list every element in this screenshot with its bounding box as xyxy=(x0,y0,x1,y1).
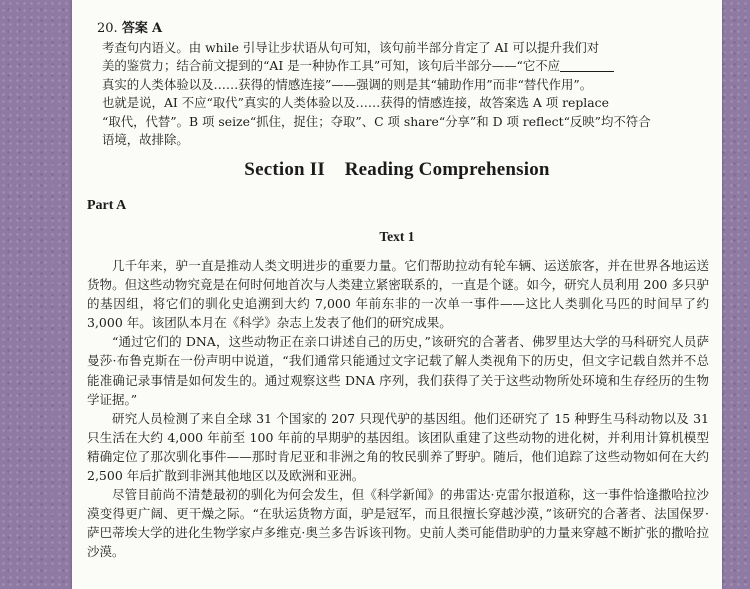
explanation-line: 语境，故排除。 xyxy=(102,132,189,148)
explanation-line xyxy=(102,57,712,75)
explanation-line: 也就是说，AI 不应“取代”真实的人类体验以及……获得的情感连接，故答案选 A 项 replace xyxy=(102,95,609,111)
answer-explanation xyxy=(102,39,712,149)
passage-paragraph: 尽管目前尚不清楚最初的驯化为何会发生，但《科学新闻》的弗雷达·克雷尔报道称，这一事件恰逢撒哈拉沙漠变得更广阔、更干燥之际。“在驮运货物方面，驴是冠军，而且很擅长穿越沙漠，”该研究的合著者、法国保罗·萨巴蒂埃大学的进化生物学家卢多维克·奥兰多告诉该刊物。史前人类可能借助驴的力量来穿越不断扩张的撒哈拉沙漠。 xyxy=(87,487,709,560)
answer-label: 答案 xyxy=(121,21,148,36)
part-title: Part A xyxy=(87,198,127,213)
explanation-line: 真实的人类体验以及……获得的情感连接”——强调的则是其“辅助作用”而非“替代作用”。 xyxy=(102,76,593,92)
passage-paragraph: 研究人员检测了来自全球 31 个国家的 207 只现代驴的基因组。他们还研究了 15 种野生马科动物以及 31 只生活在大约 4,000 年前至 100 年前的早期驴的基因组。该团队重建了这些动物的进化树，并利用计算机模型精确定位了那次驯化事件——那时肯尼亚和非洲之角的牧民驯养了野驴。随后，他们追踪了这些动物如何在大约 2,500 年后扩散到非洲其他地区以及欧洲和亚洲。 xyxy=(87,410,709,484)
text-title: Text 1 xyxy=(379,229,415,244)
reading-passage xyxy=(87,256,709,562)
passage-paragraph: “通过它们的 DNA，这些动物正在亲口讲述自己的历史，”该研究的合著者、佛罗里达大学的马科研究人员萨曼莎·布鲁克斯在一份声明中说道，“我们通常只能通过文字记载了解人类视角下的历史，但文字记载自然并不总能准确记录事情是如何发生的。通过观察这些 DNA 序列，我们获得了关于这些动物所处环境和生存经历的生物学证据。” xyxy=(87,334,709,407)
answer-choice: A xyxy=(151,21,163,36)
fill-in-blank xyxy=(560,59,614,72)
answer-heading xyxy=(87,20,709,38)
question-number: 20. xyxy=(97,21,118,36)
explanation-line-text: 美的鉴赏力；结合前文提到的“AI 是一种协作工具”可知，该句后半部分——“它不应 xyxy=(102,58,561,74)
explanation-line: “取代，代替”。B 项 seize“抓住，捉住；夺取”、C 项 share“分享”和 D 项 reflect“反映”均不符合 xyxy=(102,113,651,129)
section-title: Section II Reading Comprehension xyxy=(244,159,550,180)
passage-paragraph: 几千年来，驴一直是推动人类文明进步的重要力量。它们帮助拉动有轮车辆、运送旅客，并在世界各地运送货物。但这些动物究竟是在何时何地首次与人类建立紧密联系的，一直是个谜。如今，研究人员利用 200 多只驴的基因组，将它们的驯化史追溯到大约 7,000 年前东非的一次单一事件——这比人类驯化马匹的时间早了约 3,000 年。该团队本月在《科学》杂志上发表了他们的研究成果。 xyxy=(87,258,709,331)
explanation-line: 考查句内语义。由 while 引导让步状语从句可知，该句前半部分肯定了 AI 可以提升我们对 xyxy=(102,40,600,55)
document-page xyxy=(72,0,722,589)
